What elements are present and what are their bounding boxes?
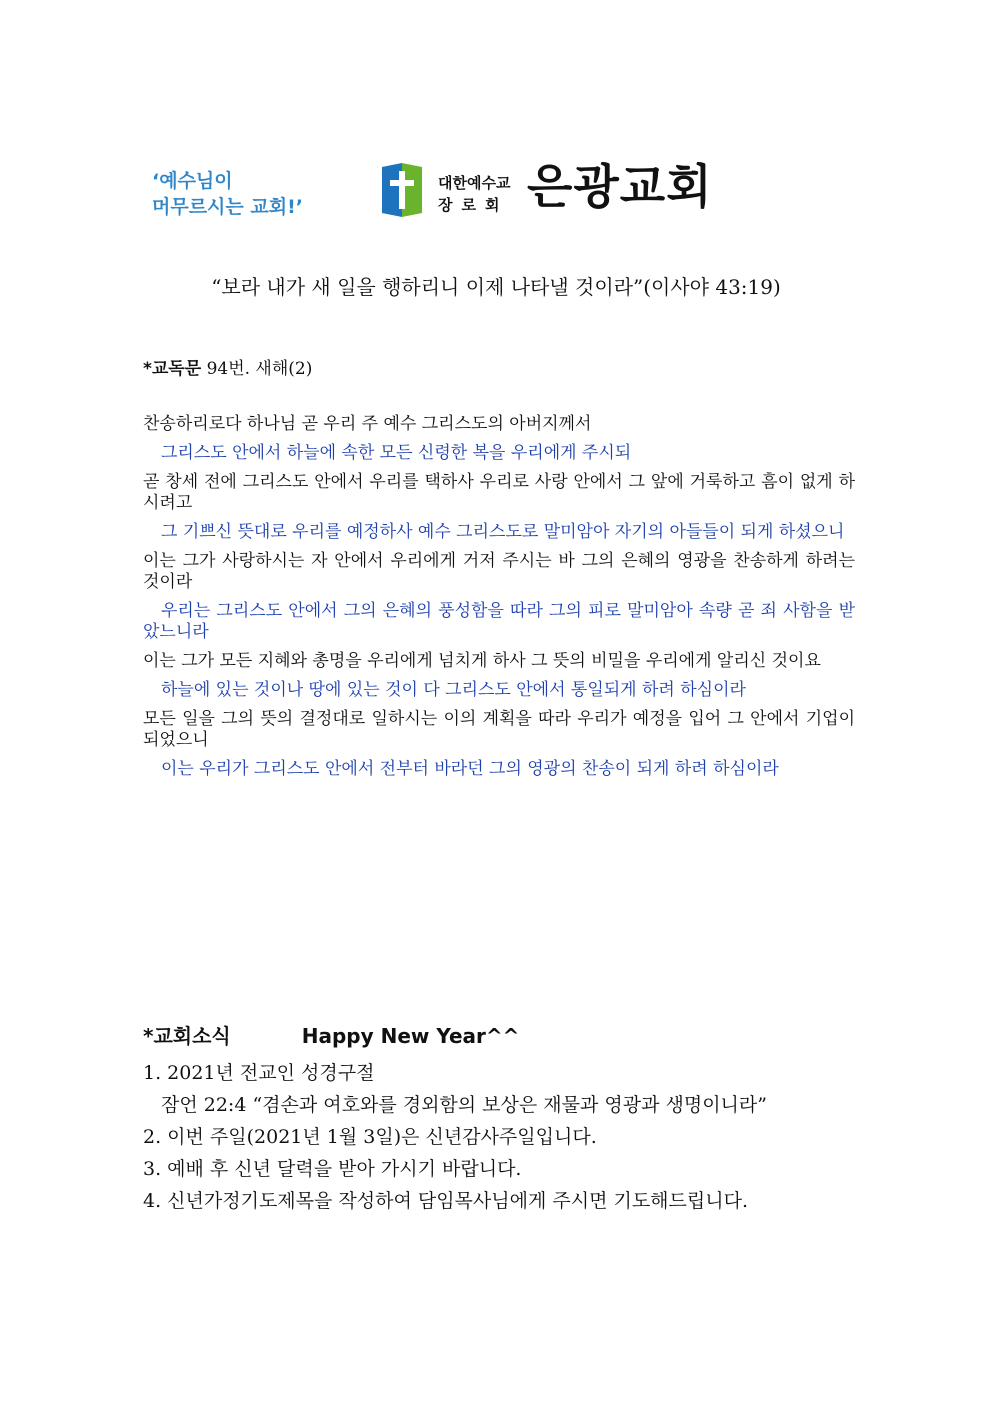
theme-verse: “보라 내가 새 일을 행하리니 이제 나타낼 것이라”(이사야 43:19) — [211, 275, 781, 299]
slogan-line-1: ‘예수님이 — [152, 170, 233, 192]
church-news-heading — [143, 1022, 519, 1050]
denomination-line-2: 장로회 — [438, 196, 509, 214]
slogan-line-2: 머무르시는 교회!’ — [152, 196, 303, 218]
reading-line-people: 그 기쁘신 뜻대로 우리를 예정하사 예수 그리스도로 말미암아 자기의 아들들이 되게 하셨으니 — [161, 522, 845, 542]
reading-line-leader: 모든 일을 그의 뜻의 결정대로 일하시는 이의 계획을 따라 우리가 예정을 입어 그 안에서 기업이 되었으니 — [143, 709, 855, 750]
church-slogan — [152, 168, 303, 220]
news-item: 3. 예배 후 신년 달력을 받아 가시기 바랍니다. — [143, 1158, 522, 1180]
church-news-list — [143, 1057, 855, 1217]
reading-line-people: 우리는 그리스도 안에서 그의 은혜의 풍성함을 따라 그의 피로 말미암아 속량 곧 죄 사함을 받았느니라 — [143, 601, 855, 642]
church-news-label: *교회소식 — [143, 1024, 231, 1048]
reading-line-leader: 이는 그가 사랑하시는 자 안에서 우리에게 거저 주시는 바 그의 은혜의 영광을 찬송하게 하려는 것이라 — [143, 551, 855, 592]
news-item-verse: 잠언 22:4 “겸손과 여호와를 경외함의 보상은 재물과 영광과 생명이니라” — [161, 1094, 767, 1116]
news-item: 4. 신년가정기도제목을 작성하여 담임목사님에게 주시면 기도해드립니다. — [143, 1190, 748, 1212]
reading-line-people: 이는 우리가 그리스도 안에서 전부터 바라던 그의 영광의 찬송이 되게 하려 하심이라 — [161, 759, 779, 779]
reading-line-leader: 이는 그가 모든 지혜와 총명을 우리에게 넘치게 하사 그 뜻의 비밀을 우리에게 알리신 것이요 — [143, 651, 821, 671]
responsive-reading-heading — [143, 357, 312, 381]
denomination-label — [438, 172, 510, 216]
news-item: 1. 2021년 전교인 성경구절 — [143, 1062, 375, 1084]
church-logo-cross-icon — [380, 163, 424, 221]
new-year-greeting: Happy New Year^^ — [301, 1024, 520, 1048]
reading-line-leader: 찬송하리로다 하나님 곧 우리 주 예수 그리스도의 아버지께서 — [143, 414, 592, 434]
reading-line-people: 하늘에 있는 것이나 땅에 있는 것이 다 그리스도 안에서 통일되게 하려 하심이라 — [161, 680, 746, 700]
responsive-reading-title: 94번. 새해(2) — [206, 359, 313, 379]
reading-line-people: 그리스도 안에서 하늘에 속한 모든 신령한 복을 우리에게 주시되 — [161, 443, 632, 463]
news-item: 2. 이번 주일(2021년 1월 3일)은 신년감사주일입니다. — [143, 1126, 597, 1148]
denomination-line-1: 대한예수교 — [438, 174, 511, 192]
responsive-reading-label: *교독문 — [143, 359, 202, 379]
church-name: 은광교회 — [527, 160, 713, 215]
reading-line-leader: 곧 창세 전에 그리스도 안에서 우리를 택하사 우리로 사랑 안에서 그 앞에 거룩하고 흠이 없게 하시려고 — [143, 472, 855, 513]
responsive-reading-text — [143, 414, 855, 780]
